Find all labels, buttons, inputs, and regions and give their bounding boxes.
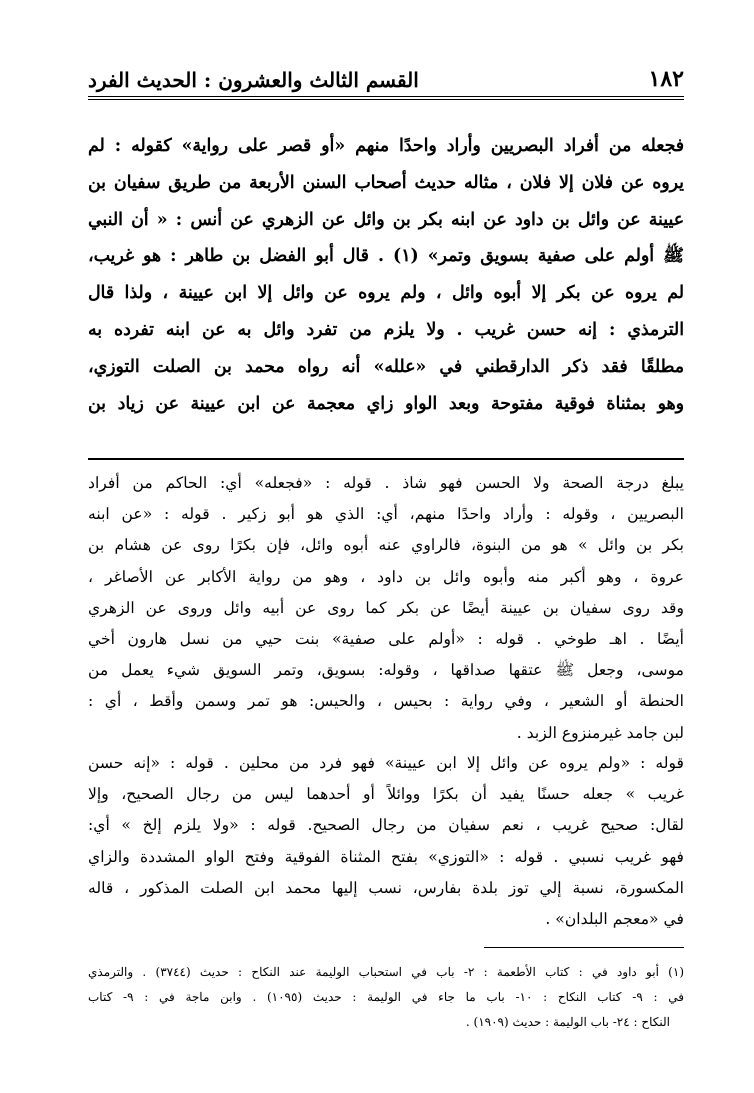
footnote-line: (١) أبو داود في : كتاب الأطعمة : ٢- باب في استحباب الوليمة عند النكاح : حديث (٣٧٤٤) . والترمذي bbox=[88, 965, 684, 979]
commentary-line: وقد روى سفيان بن عيينة أيضًا عن بكر كما روى عن أبيه وائل وروى عن الزهري bbox=[88, 598, 684, 617]
commentary-line: يبلغ درجة الصحة ولا الحسن فهو شاذ . قوله : «فجعله» أي: الحاكم من أفراد bbox=[88, 474, 684, 492]
main-text-line: يروه عن فلان إلا فلان ، مثاله حديث أصحاب السنن الأربعة من طريق سفيان بن bbox=[88, 172, 684, 193]
commentary-line: موسى، وجعل ﷺ عتقها صداقها ، وقوله: بسويق، وتمر السويق شيء يعمل من bbox=[88, 661, 684, 680]
footnote-line: في : ٩- كتاب النكاح : ١٠- باب ما جاء في الوليمة : حديث (١٠٩٥) . وابن ماجة في : ٩- كتاب bbox=[88, 990, 684, 1004]
main-text-line: ﷺ أولم على صفية بسويق وتمر» (١) . قال أبو الفضل بن طاهر : هو غريب، bbox=[88, 246, 684, 267]
commentary-line: في «معجم البلدان» . bbox=[545, 909, 684, 928]
page-header bbox=[88, 66, 684, 106]
main-text bbox=[88, 128, 684, 422]
footnotes bbox=[88, 960, 684, 1035]
header-rule-thin bbox=[88, 99, 684, 100]
text-commentary-divider bbox=[88, 458, 684, 460]
commentary-line: بكر بن وائل » هو من البنوة، فالراوي عنه أبوه وائل، فإن بكرًا روى عن هشام بن bbox=[88, 536, 684, 555]
main-text-line: عيينة عن وائل بن داود عن ابنه بكر بن وائل عن الزهري عن أنس : « أن النبي bbox=[88, 209, 684, 230]
commentary-line: أيضًا . اهـ طوخي . قوله : «أولم على صفية» بنت حيي من نسل هارون أخي bbox=[88, 629, 684, 648]
main-text-line: الترمذي : إنه حسن غريب . ولا يلزم من تفرد وائل به عن ابنه تفرده به bbox=[88, 319, 684, 340]
commentary-line: فهو غريب نسبي . قوله : «التوزي» بفتح المثناة الفوقية وفتح الواو المشددة والزاي bbox=[88, 847, 684, 866]
commentary-line: لبن جامد غيرمنزوع الزبد . bbox=[516, 723, 684, 742]
footnote-rule bbox=[484, 947, 684, 948]
commentary-line: غريب » جعله حسنًا يفيد أن بكرًا ووائلاً أو أحدهما ليس من رجال الصحيح، وإلا bbox=[88, 785, 684, 804]
commentary-line: البصريين ، وقوله : وأراد واحدًا منهم، أي: الذي هو أبو زكير . قوله : «عن ابنه bbox=[88, 505, 684, 524]
commentary-line: المكسورة، نسبة إلي توز بلدة بفارس، نسب إليها محمد ابن الصلت المذكور ، قاله bbox=[88, 878, 684, 897]
commentary-line: الحنطة أو الشعير ، وفي رواية : بحيس ، والحيس: هو تمر وسمن وأقط ، أي : bbox=[88, 692, 684, 711]
commentary-line: عروة ، وهو أكبر منه وأبوه وائل بن داود ، وهو من رواية الأكابر عن الأصاغر ، bbox=[88, 567, 684, 586]
page-number: ١٨٢ bbox=[648, 66, 684, 92]
running-title: القسم الثالث والعشرون : الحديث الفرد bbox=[88, 68, 419, 92]
commentary-block bbox=[88, 748, 684, 935]
main-text-line: فجعله من أفراد البصريين وأراد واحدًا منهم «أو قصر على رواية» كقوله : لم bbox=[88, 136, 684, 156]
header-rule bbox=[88, 96, 684, 97]
footnote-line: النكاح : ٢٤- باب الوليمة : حديث (١٩٠٩) . bbox=[465, 1015, 670, 1029]
main-text-line: لم يروه عن بكر إلا أبوه وائل ، ولم يروه عن وائل إلا ابن عيينة ، ولذا قال bbox=[88, 283, 684, 304]
commentary-block bbox=[88, 468, 684, 749]
main-text-line: مطلقًا فقد ذكر الدارقطني في «علله» أنه رواه محمد بن الصلت التوزي، bbox=[88, 356, 684, 377]
commentary-line: قوله : «ولم يروه عن وائل إلا ابن عيينة» فهو فرد من محلين . قوله : «إنه حسن bbox=[88, 754, 684, 772]
main-text-line: وهو بمثناة فوقية مفتوحة وبعد الواو زاي معجمة عن ابن عيينة عن زياد بن bbox=[88, 393, 684, 414]
commentary-line: لقال: صحيح غريب ، نعم سفيان من رجال الصحيح. قوله : «ولا يلزم إلخ » أي: bbox=[88, 816, 684, 835]
book-page bbox=[88, 0, 684, 1093]
